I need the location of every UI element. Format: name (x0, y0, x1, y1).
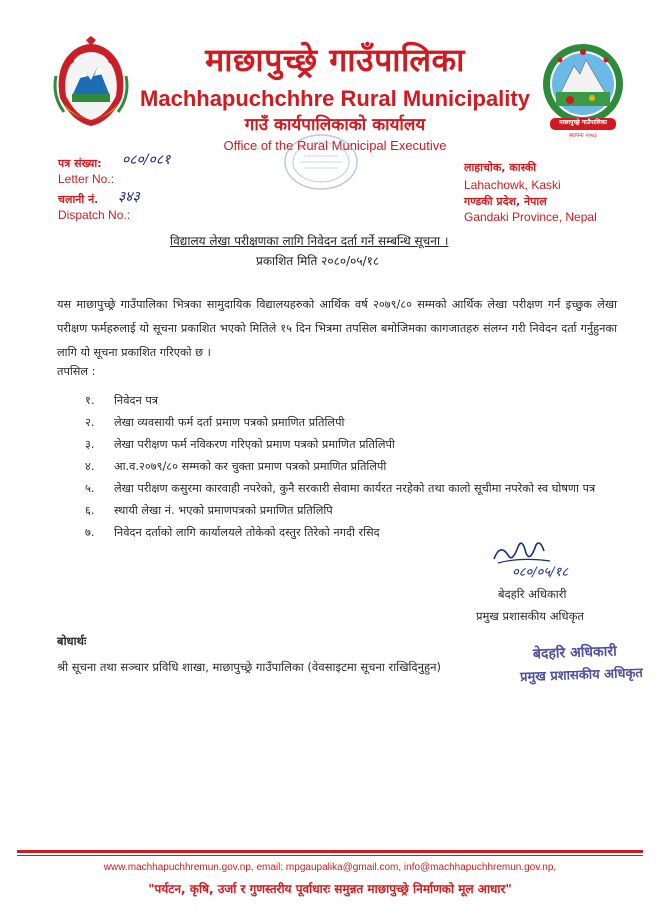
municipality-title-english: Machhapuchchhre Rural Municipality (140, 86, 530, 111)
list-item-number: ७. (85, 526, 95, 539)
list-heading: तपसिल : (57, 365, 96, 378)
list-item-number: २. (85, 416, 95, 429)
name-stamp-line2: प्रमुख प्रशासकीय अधिकृत (519, 665, 644, 686)
address-line2-english: Gandaki Province, Nepal (464, 210, 597, 224)
list-item-text: निवेदन पत्र (114, 394, 158, 407)
list-item-text: आ.व.२०७९/८० सम्मको कर चुक्ता प्रमाण पत्रको प्रमाणित प्रतिलिपी (114, 460, 387, 473)
dispatch-no-label-english: Dispatch No.: (58, 208, 131, 222)
list-item-number: १. (85, 394, 95, 407)
list-item (85, 500, 615, 522)
footer-rule-thick (17, 850, 643, 853)
office-seal-stamp (282, 132, 360, 192)
list-item (85, 390, 615, 412)
dispatch-no-label-nepali: चलानी नं. (58, 193, 99, 206)
published-date: प्रकाशित मिति २०८०/०५/१८ (256, 254, 380, 268)
nepal-emblem-logo (50, 36, 132, 136)
list-item-number: ५. (85, 482, 95, 495)
list-item (85, 434, 615, 456)
list-item-text: स्थायी लेखा नं. भएको प्रमाणपत्रको प्रमाणित प्रतिलिपि (114, 504, 333, 517)
municipality-logo-subcaption: स्थापना २०७३ (569, 133, 597, 139)
list-item (85, 412, 615, 434)
municipality-logo-caption: माछापुच्छ्रे गाउँपालिका (559, 119, 607, 126)
office-title-nepali: गाउँ कार्यपालिकाको कार्यालय (244, 115, 426, 135)
list-item (85, 478, 615, 500)
letter-no-label-english: Letter No.: (58, 172, 115, 186)
list-item-text: निवेदन दर्ताको लागि कार्यालयले तोकेको दस्तुर तिरेको नगदी रसिद (114, 526, 380, 539)
signatory-name: बेदहरि अधिकारी (498, 587, 567, 601)
list-item-number: ६. (85, 504, 95, 517)
office-title-english: Office of the Rural Municipal Executive (223, 138, 447, 153)
notice-body: यस माछापुच्छ्रे गाउँपालिका भित्रका सामुदायिक विद्यालयहरुको आर्थिक वर्ष २०७९/८० सम्मको आर्थिक लेखा परीक्षण गर्न इच्छुक लेखा परीक्षण फर्महरुलाई यो सूचना प्रकाशित भएको मितिले १५ दिन भित्रमा तपसिल बमोजिमका कागजातहरु संलग्न गरी निवेदन दर्ता गर्नुहुनका लागि यो सूचना प्रकाशित गरिएको छ । (57, 298, 617, 359)
address-line2-nepali: गण्डकी प्रदेश, नेपाल (464, 195, 547, 208)
municipality-title-nepali: माछापुच्छ्रे गाउँपालिका (205, 41, 465, 79)
footer-contact: www.machhapuchhremun.gov.np, email: mpgaupalika@gmail.com, info@machhapuchhremun.gov.np, (103, 862, 557, 873)
cc-heading: बोधार्थः (57, 634, 87, 648)
notice-subject: विद्यालय लेखा परीक्षणका लागि निवेदन दर्ता गर्ने सम्बन्धि सूचना । (170, 234, 449, 248)
list-item-text: लेखा परीक्षण फर्म नविकरण गरिएको प्रमाण पत्रको प्रमाणित प्रतिलिपी (114, 438, 395, 451)
requirements-list (85, 390, 615, 544)
name-stamp-line1: बेदहरि अधिकारी (532, 643, 618, 663)
list-item-text: लेखा परीक्षण कसुरमा कारवाही नपरेको, कुनै सरकारी सेवामा कार्यरत नरहेको तथा कालो सूचीमा नपरेको स्व घोषणा पत्र (114, 482, 596, 495)
dispatch-no-value: ३४३ (118, 189, 140, 205)
list-item-text: लेखा व्यवसायी फर्म दर्ता प्रमाण पत्रको प्रमाणित प्रतिलिपी (114, 416, 345, 429)
signature-date: ०८०/०५/१८ (512, 565, 569, 580)
address-line1-english: Lahachowk, Kaski (464, 178, 561, 192)
list-item-number: ३. (85, 438, 95, 451)
footer-rule-thin (17, 855, 643, 856)
footer-slogan: "पर्यटन, कृषि, उर्जा र गुणस्तरीय पूर्वाधारः समुन्नत माछापुच्छ्रे निर्माणको मूल आधार" (148, 882, 512, 896)
list-item (85, 456, 615, 478)
list-item-number: ४. (85, 460, 95, 473)
letter-no-label-nepali: पत्र संख्या: (58, 157, 102, 170)
signatory-title: प्रमुख प्रशासकीय अधिकृत (476, 609, 584, 623)
address-line1-nepali: लाहाचोक, कास्की (464, 161, 537, 174)
cc-line: श्री सूचना तथा सञ्चार प्रविधि शाखा, माछापुच्छ्रे गाउँपालिका (वेवसाइटमा सूचना राखिदिनुहुन) (57, 660, 442, 674)
letter-no-value: ०८०/०८१ (122, 152, 171, 168)
